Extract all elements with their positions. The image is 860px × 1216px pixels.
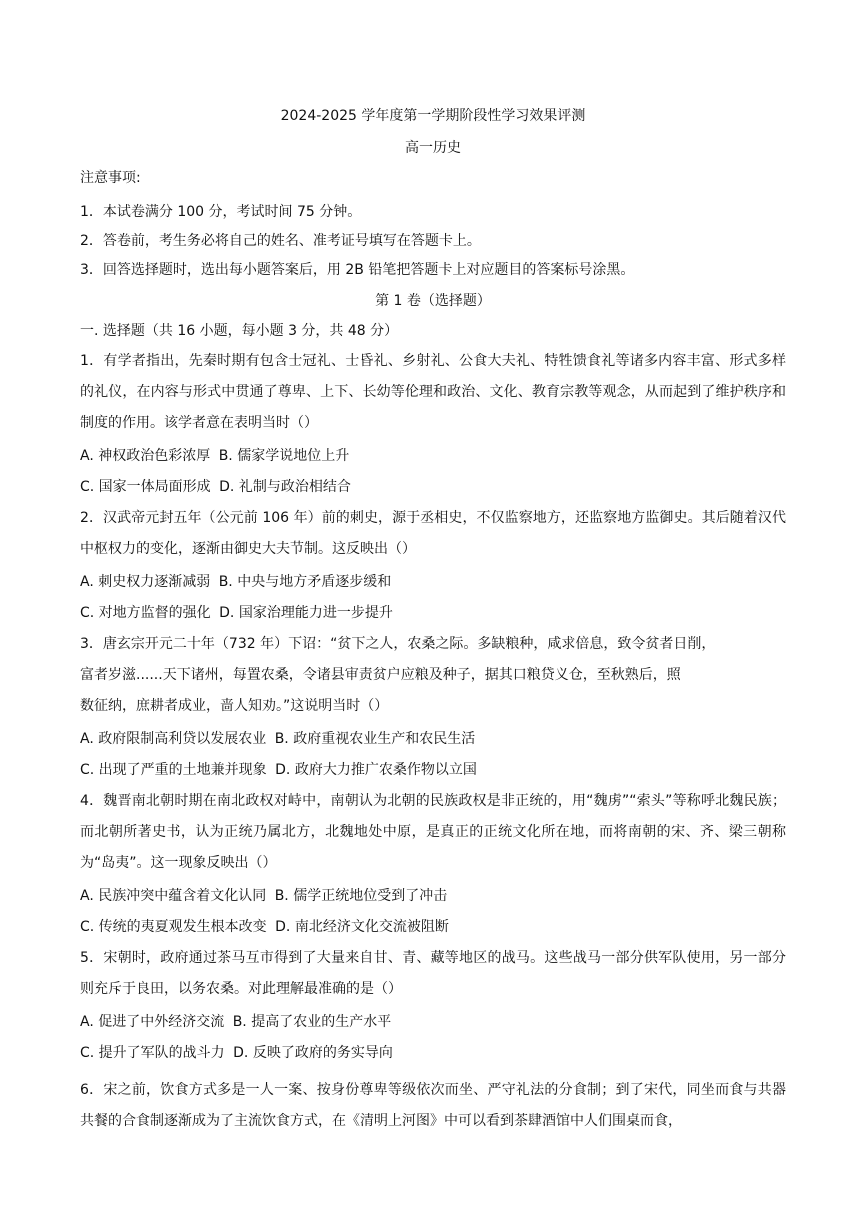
option-row: [80, 912, 786, 943]
exam-title: 2024-2025 学年度第一学期阶段性学习效果评测: [280, 108, 586, 124]
option-row: [80, 598, 786, 629]
question-stem: 5．宋朝时，政府通过茶马互市得到了大量来自甘、青、藏等地区的战马。这些战马一部分供军队使用，另一部分则充斥于良田，以务农桑。对此理解最准确的是（）: [80, 950, 786, 997]
option-a: A. 政府限制高利贷以发展农业: [80, 731, 267, 747]
question-options: [80, 1007, 786, 1069]
option-row: [80, 724, 786, 755]
section-title: 第 1 卷（选择题）: [375, 293, 491, 309]
option-b: B. 提高了农业的生产水平: [232, 1014, 392, 1030]
question-3: [80, 629, 786, 786]
option-c: C. 对地方监督的强化: [80, 605, 211, 621]
note-item: 3．回答选择题时，选出每小题答案后，用 2B 铅笔把答题卡上对应题目的答案标号涂黑。: [80, 262, 635, 278]
option-d: D. 反映了政府的务实导向: [233, 1045, 393, 1061]
option-b: B. 儒学正统地位受到了冲击: [274, 888, 448, 904]
option-row: [80, 1038, 786, 1069]
option-row: [80, 567, 786, 598]
option-d: D. 礼制与政治相结合: [219, 479, 351, 495]
option-b: B. 中央与地方矛盾逐步缓和: [218, 574, 392, 590]
exam-content: [80, 103, 786, 1137]
option-d: D. 南北经济文化交流被阻断: [275, 919, 449, 935]
option-d: D. 国家治理能力进一步提升: [219, 605, 393, 621]
stem-line: 数征纳，庶耕者成业，啬人知劝。”这说明当时（）: [80, 698, 389, 714]
option-row: [80, 755, 786, 786]
part-title: 一. 选择题（共 16 小题，每小题 3 分，共 48 分）: [80, 323, 399, 339]
option-b: B. 政府重视农业生产和农民生活: [274, 731, 476, 747]
option-b: B. 儒家学说地位上升: [218, 448, 350, 464]
question-stem: 4．魏晋南北朝时期在南北政权对峙中，南朝认为北朝的民族政权是非正统的，用“魏虏”“索头”等称呼北魏民族；而北朝所著史书，认为正统乃属北方，北魏地处中原，是真正的正统文化所在地，而将南朝的宋、齐、梁三朝称为“岛夷”。这一现象反映出（）: [80, 793, 786, 871]
option-row: [80, 472, 786, 503]
option-a: A. 促进了中外经济交流: [80, 1014, 225, 1030]
question-5: [80, 943, 786, 1069]
question-1: [80, 346, 786, 503]
stem-line: 富者岁滋......天下诸州，每置农桑，令诸县审责贫户应粮及种子，据其口粮贷义仓，至秋熟后，照: [80, 667, 681, 683]
stem-line: 3．唐玄宗开元二十年（732 年）下诏：“贫下之人，农桑之际。多缺粮种，咸求倍息，致令贫者日削，: [80, 636, 716, 652]
option-d: D. 政府大力推广农桑作物以立国: [275, 762, 477, 778]
question-2: [80, 503, 786, 629]
option-row: [80, 441, 786, 472]
option-row: [80, 1007, 786, 1038]
note-item: 1．本试卷满分 100 分，考试时间 75 分钟。: [80, 204, 362, 220]
question-4: [80, 786, 786, 943]
option-c: C. 传统的夷夏观发生根本改变: [80, 919, 267, 935]
note-item: 2．答卷前，考生务必将自己的姓名、准考证号填写在答题卡上。: [80, 233, 481, 249]
option-c: C. 国家一体局面形成: [80, 479, 211, 495]
option-c: C. 提升了军队的战斗力: [80, 1045, 225, 1061]
option-a: A. 神权政治色彩浓厚: [80, 448, 211, 464]
question-options: [80, 724, 786, 786]
question-stem: 2．汉武帝元封五年（公元前 106 年）前的刺史，源于丞相史，不仅监察地方，还监察地方监御史。其后随着汉代中枢权力的变化，逐渐由御史大夫节制。这反映出（）: [80, 510, 786, 557]
question-6: [80, 1075, 786, 1137]
option-a: A. 刺史权力逐渐减弱: [80, 574, 211, 590]
question-stem: 6．宋之前，饮食方式多是一人一案、按身份尊卑等级依次而坐、严守礼法的分食制；到了宋代，同坐而食与共器共餐的合食制逐渐成为了主流饮食方式，在《清明上河图》中可以看到茶肆酒馆中人们围桌而食，: [80, 1082, 786, 1129]
notes-list: [80, 199, 786, 286]
question-stem: [80, 629, 760, 722]
option-row: [80, 881, 786, 912]
exam-subject: 高一历史: [405, 140, 461, 156]
question-options: [80, 567, 786, 629]
option-c: C. 出现了严重的土地兼并现象: [80, 762, 267, 778]
notes-heading: 注意事项:: [80, 170, 141, 186]
question-stem: 1．有学者指出，先秦时期有包含士冠礼、士昏礼、乡射礼、公食大夫礼、特牲馈食礼等诸多内容丰富、形式多样的礼仪，在内容与形式中贯通了尊卑、上下、长幼等伦理和政治、文化、教育宗教等观念，从而起到了维护秩序和制度的作用。该学者意在表明当时（）: [80, 353, 786, 431]
option-a: A. 民族冲突中蕴含着文化认同: [80, 888, 267, 904]
question-options: [80, 881, 786, 943]
question-options: [80, 441, 786, 503]
